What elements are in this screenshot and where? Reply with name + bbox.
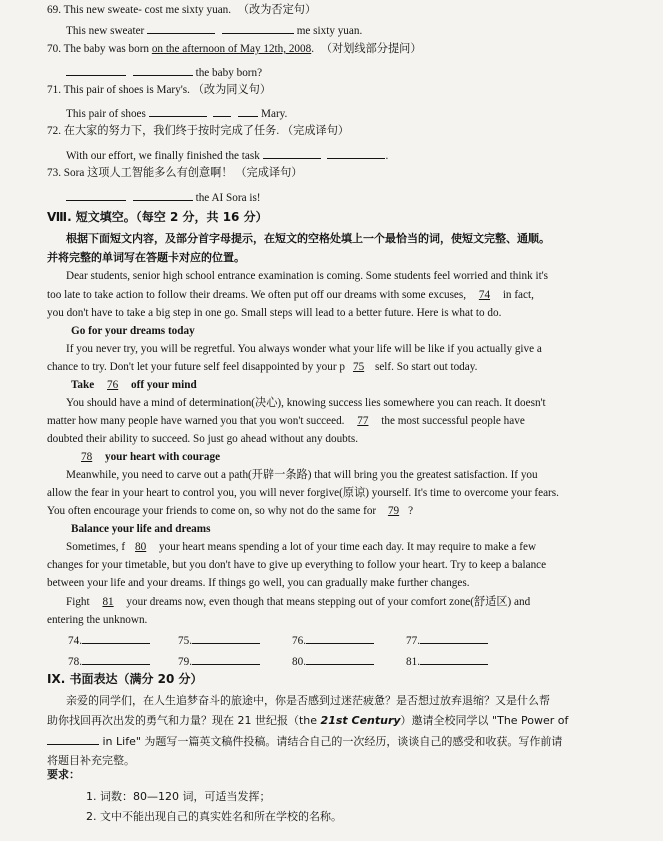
answer-blank[interactable] — [192, 654, 260, 665]
passage-text: your heart means spending a lot of your time each day. It may require to make a few — [159, 541, 537, 553]
passage-text: You often encourage your friends to come on, so why not do the same for — [47, 505, 377, 517]
requirement-2: 2. 文中不能出现自己的真实姓名和所在学校的名称。 — [86, 810, 342, 823]
answer-line-end: me sixty yuan. — [296, 25, 363, 37]
answer-number: 80. — [292, 656, 306, 668]
passage-text: too late to take action to follow their dreams. We often put off our dreams with some excuses, — [47, 289, 467, 301]
question-number: 70. — [47, 43, 61, 55]
passage-text: the most successful people have — [381, 415, 525, 427]
question-number: 69. — [47, 4, 61, 16]
writing-prompt-line — [47, 734, 562, 748]
subheading — [71, 451, 220, 464]
blank-74[interactable]: 74 — [478, 289, 491, 301]
writing-prompt-line — [47, 714, 568, 727]
answer-blank[interactable] — [420, 633, 488, 644]
passage-text: your dreams now, even though that means stepping out of your comfort zone(舒适区) and — [126, 596, 531, 608]
question-71 — [47, 84, 271, 97]
question-instruction: （对划线部分提问） — [320, 43, 422, 55]
underlined-phrase: on the afternoon of May 12th, 2008 — [151, 43, 312, 55]
passage-line: If you never try, you will be regretful. You always wonder what your life will be like if you actually give a — [66, 343, 542, 355]
answer-line-end: . — [385, 150, 389, 162]
question-number: 73. — [47, 167, 61, 179]
passage-text: ? — [408, 505, 414, 517]
question-prompt: This pair of shoes is Mary's. — [63, 84, 190, 96]
subheading-text: off your mind — [131, 379, 197, 391]
prompt-text: in Life" 为题写一篇英文稿件投稿。请结合自己的一次经历，谈谈自己的感受和收获。写作前请 — [102, 735, 563, 748]
answer-blank[interactable] — [238, 106, 258, 117]
answer-blank[interactable] — [263, 148, 321, 159]
prompt-text: ）邀请全校同学以 "The Power of — [400, 714, 569, 727]
answer-line-72 — [66, 148, 388, 163]
question-instruction: （完成译句） — [281, 125, 350, 137]
writing-prompt-line: 将题目补充完整。 — [47, 754, 135, 767]
passage-text: Sometimes, f — [66, 541, 126, 553]
answer-slot-75[interactable] — [178, 633, 260, 648]
answer-slot-76[interactable] — [292, 633, 374, 648]
answer-line-start: This pair of shoes — [66, 108, 146, 120]
passage-text: in fact, — [502, 289, 534, 301]
passage-line: entering the unknown. — [47, 614, 148, 626]
answer-line-start: This new sweater — [66, 25, 145, 37]
blank-81[interactable]: 81 — [102, 596, 114, 608]
answer-number: 79. — [178, 656, 192, 668]
answer-number: 78. — [68, 656, 82, 668]
passage-line — [47, 289, 534, 302]
question-prompt: Sora 这项人工智能多么有创意啊！ — [63, 167, 233, 179]
passage-line — [47, 415, 525, 428]
answer-slot-79[interactable] — [178, 654, 260, 669]
answer-line-end: the AI Sora is! — [195, 192, 261, 204]
answer-blank[interactable] — [82, 654, 150, 665]
answer-line-end: Mary. — [261, 108, 288, 120]
answer-blank[interactable] — [66, 190, 126, 201]
passage-line: changes for your timetable, but you don't have to give up everything to follow your heart. Try to keep a balance — [47, 559, 547, 571]
prompt-text: 助你找回再次出发的勇气和力量？现在 21 世纪报（the — [47, 714, 321, 727]
answer-blank[interactable] — [306, 633, 374, 644]
section-heading: Ⅷ. 短文填空。（每空 2 分，共 16 分） — [47, 210, 268, 224]
answer-blank[interactable] — [327, 148, 385, 159]
answer-blank[interactable] — [420, 654, 488, 665]
answer-slot-78[interactable] — [68, 654, 150, 669]
passage-line: allow the fear in your heart to control you, you will never forgive(原谅) yourself. It's time to overcome your fears. — [47, 487, 559, 499]
answer-blank[interactable] — [133, 190, 193, 201]
blank-78[interactable]: 78 — [81, 451, 93, 463]
passage-line: Meanwhile, you need to carve out a path(开辟一条路) that will bring you the greatest satisfaction. If you — [66, 469, 538, 481]
passage-text: matter how many people have warned you that you won't succeed. — [47, 415, 345, 427]
answer-slot-77[interactable] — [406, 633, 488, 648]
answer-blank[interactable] — [82, 633, 150, 644]
title-blank[interactable] — [47, 734, 99, 745]
section-instructions: 并将完整的单词写在答题卡对应的位置。 — [47, 251, 245, 264]
question-prompt: The baby was born — [63, 43, 152, 55]
subheading: Balance your life and dreams — [71, 523, 211, 535]
subheading-text: your heart with courage — [104, 451, 221, 463]
passage-line: Dear students, senior high school entrance examination is coming. Some students feel worried and think it's — [66, 270, 549, 282]
answer-blank[interactable] — [192, 633, 260, 644]
answer-blank[interactable] — [133, 65, 193, 76]
blank-77[interactable]: 77 — [357, 415, 369, 427]
answer-number: 75. — [178, 635, 192, 647]
answer-blank[interactable] — [213, 106, 231, 117]
answer-slot-81[interactable] — [406, 654, 488, 669]
question-prompt: This new sweate- cost me sixty yuan. — [63, 4, 232, 16]
answer-blank[interactable] — [149, 106, 207, 117]
answer-number: 77. — [406, 635, 420, 647]
answer-line-71 — [66, 106, 287, 121]
passage-line — [66, 541, 536, 554]
passage-text: chance to try. Don't let your future self feel disappointed by your p — [47, 361, 345, 373]
passage-line — [47, 361, 477, 374]
passage-line — [47, 505, 413, 518]
blank-76[interactable]: 76 — [107, 379, 119, 391]
answer-number: 74. — [68, 635, 82, 647]
answer-blank[interactable] — [66, 65, 126, 76]
passage-line — [66, 596, 530, 609]
answer-slot-80[interactable] — [292, 654, 374, 669]
answer-blank[interactable] — [222, 23, 294, 34]
question-instruction: （完成译句） — [235, 167, 303, 179]
question-prompt-end: . — [311, 43, 315, 55]
subheading — [71, 379, 197, 392]
question-number: 71. — [47, 84, 61, 96]
answer-blank[interactable] — [306, 654, 374, 665]
answer-line-start: With our effort, we finally finished the task — [66, 150, 260, 162]
passage-line: doubted their ability to succeed. So just go ahead without any doubts. — [47, 433, 359, 445]
passage-text: self. So start out today. — [374, 361, 478, 373]
answer-line-73 — [66, 190, 261, 205]
blank-79[interactable]: 79 — [387, 505, 400, 517]
passage-line: between your life and your dreams. If things go well, you can gradually make further changes. — [47, 577, 470, 589]
answer-slot-74[interactable] — [68, 633, 150, 648]
question-73 — [47, 167, 302, 180]
question-69 — [47, 4, 316, 17]
question-prompt: 在大家的努力下，我们终于按时完成了任务. — [63, 125, 280, 137]
passage-text: Fight — [66, 596, 90, 608]
answer-number: 81. — [406, 656, 420, 668]
question-number: 72. — [47, 125, 61, 137]
section-instructions: 根据下面短文内容，及部分首字母提示，在短文的空格处填上一个最恰当的词，使短文完整、通顺。 — [66, 232, 550, 245]
passage-line: You should have a mind of determination(决心), knowing success lies somewhere you can reach. It doesn't — [66, 397, 546, 409]
requirements-label: 要求： — [47, 768, 80, 781]
question-70 — [47, 43, 422, 56]
requirement-1: 1. 词数：80—120 词，可适当发挥； — [86, 790, 271, 803]
section-heading: IX. 书面表达（满分 20 分） — [47, 672, 203, 686]
answer-blank[interactable] — [147, 23, 215, 34]
answer-number: 76. — [292, 635, 306, 647]
question-72 — [47, 125, 349, 138]
subheading: Go for your dreams today — [71, 325, 195, 337]
subheading-text: Take — [71, 379, 95, 391]
writing-prompt-line: 亲爱的同学们，在人生追梦奋斗的旅途中，你是否感到过迷茫疲惫？是否想过放弃退缩？又是什么帮 — [66, 694, 550, 707]
newspaper-name: 21st Century — [320, 714, 401, 727]
blank-80[interactable]: 80 — [135, 541, 147, 553]
answer-line-end: the baby born? — [195, 67, 263, 79]
blank-75[interactable]: 75 — [352, 361, 365, 373]
passage-line: you don't have to take a big step in one go. Small steps will lead to a better future. Here is what to do. — [47, 307, 502, 319]
answer-line-70 — [66, 65, 262, 80]
question-instruction: （改为否定句） — [237, 4, 317, 16]
answer-line-69 — [66, 23, 362, 38]
question-instruction: （改为同义句） — [192, 84, 272, 96]
